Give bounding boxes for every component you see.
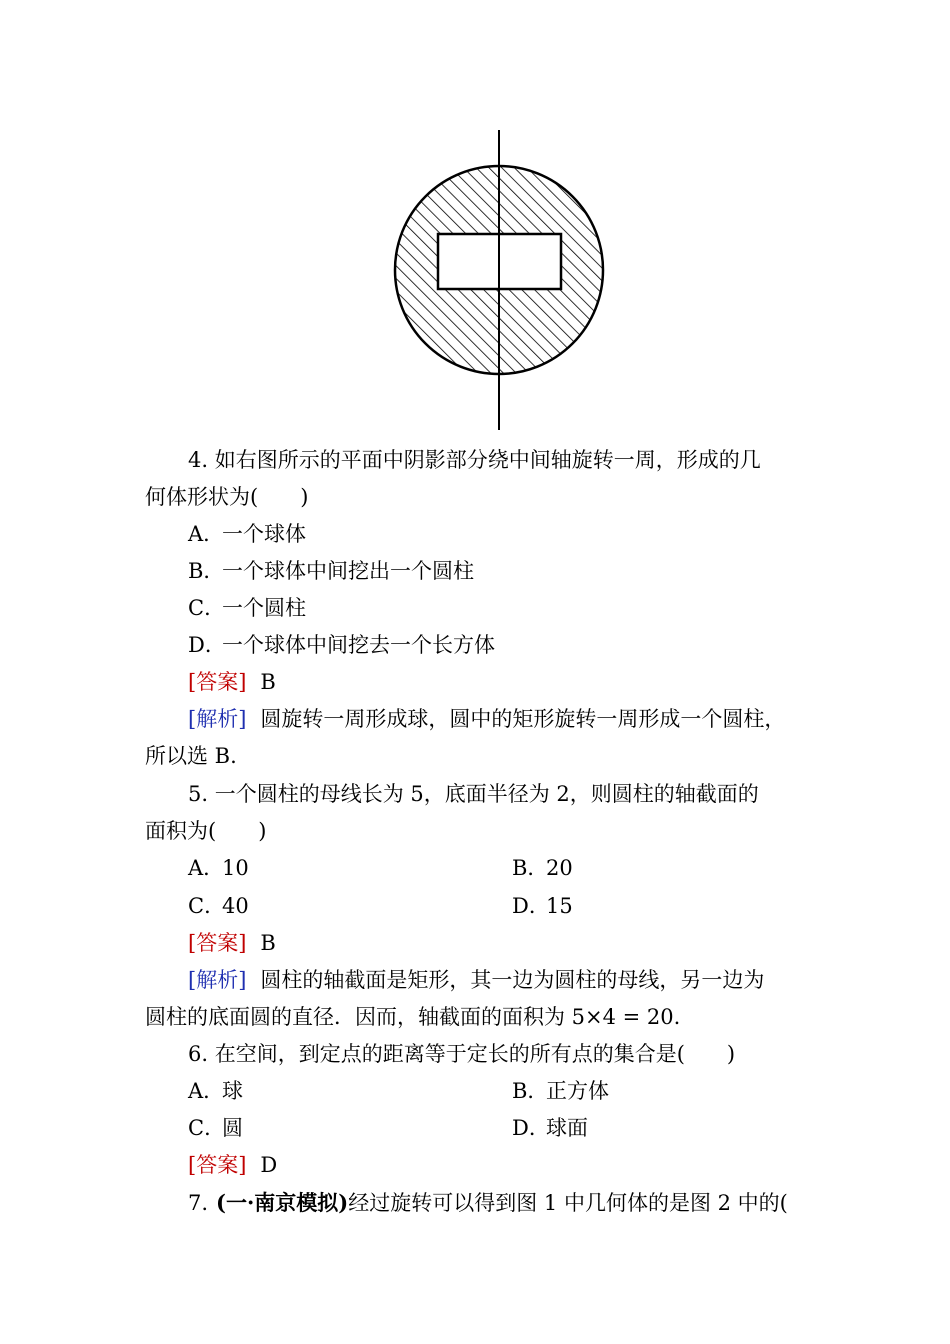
rotation-figure [385, 128, 615, 432]
q4-option-b: B．一个球体中间挖出一个圆柱 [188, 559, 474, 583]
q6-option-c: C．圆 [188, 1116, 243, 1140]
q6-option-d: D．球面 [512, 1116, 588, 1140]
q5-stem-line2: 面积为( ) [145, 819, 267, 843]
q4-option-a: A．一个球体 [188, 522, 306, 546]
q5-options-row2 [0, 888, 950, 925]
q6-option-b: B．正方体 [512, 1079, 609, 1103]
q5-explanation-line1: [解析] 圆柱的轴截面是矩形，其一边为圆柱的母线，另一边为 [188, 968, 765, 992]
answer-tag: [答案] [188, 1153, 247, 1177]
q4-answer: [答案] B [188, 670, 276, 694]
answer-tag: [答案] [188, 931, 247, 955]
q5-stem-line1: 5. 一个圆柱的母线长为 5，底面半径为 2，则圆柱的轴截面的 [188, 782, 759, 806]
q5-options-row1 [0, 850, 950, 887]
q4-stem-line1: 4. 如右图所示的平面中阴影部分绕中间轴旋转一周，形成的几 [188, 448, 761, 472]
q6-options-row2 [0, 1110, 950, 1147]
explanation-tag: [解析] [188, 707, 247, 731]
q5-option-b: B．20 [512, 856, 573, 880]
answer-tag: [答案] [188, 670, 247, 694]
q7-source: (一·南京模拟) [216, 1190, 349, 1215]
q4-stem-line2: 何体形状为( ) [145, 485, 309, 509]
q5-option-c: C．40 [188, 894, 249, 918]
q5-explanation-line2: 圆柱的底面圆的直径．因而，轴截面的面积为 5×4 = 20. [145, 1005, 681, 1029]
q4-option-d: D．一个球体中间挖去一个长方体 [188, 633, 495, 657]
q6-option-a: A．球 [188, 1079, 243, 1103]
q5-option-d: D．15 [512, 894, 573, 918]
q6-answer: [答案] D [188, 1153, 278, 1177]
q5-option-a: A．10 [188, 856, 249, 880]
q4-explanation-line1: [解析] 圆旋转一周形成球，圆中的矩形旋转一周形成一个圆柱， [188, 707, 786, 731]
q6-stem: 6. 在空间，到定点的距离等于定长的所有点的集合是( ) [188, 1042, 736, 1066]
q5-answer: [答案] B [188, 931, 276, 955]
q4-option-c: C．一个圆柱 [188, 596, 306, 620]
explanation-tag: [解析] [188, 968, 247, 992]
q4-explanation-line2: 所以选 B. [145, 744, 237, 768]
q7-stem: 7. (一·南京模拟)经过旋转可以得到图 1 中几何体的是图 2 中的( [188, 1190, 788, 1215]
q6-options-row1 [0, 1073, 950, 1110]
